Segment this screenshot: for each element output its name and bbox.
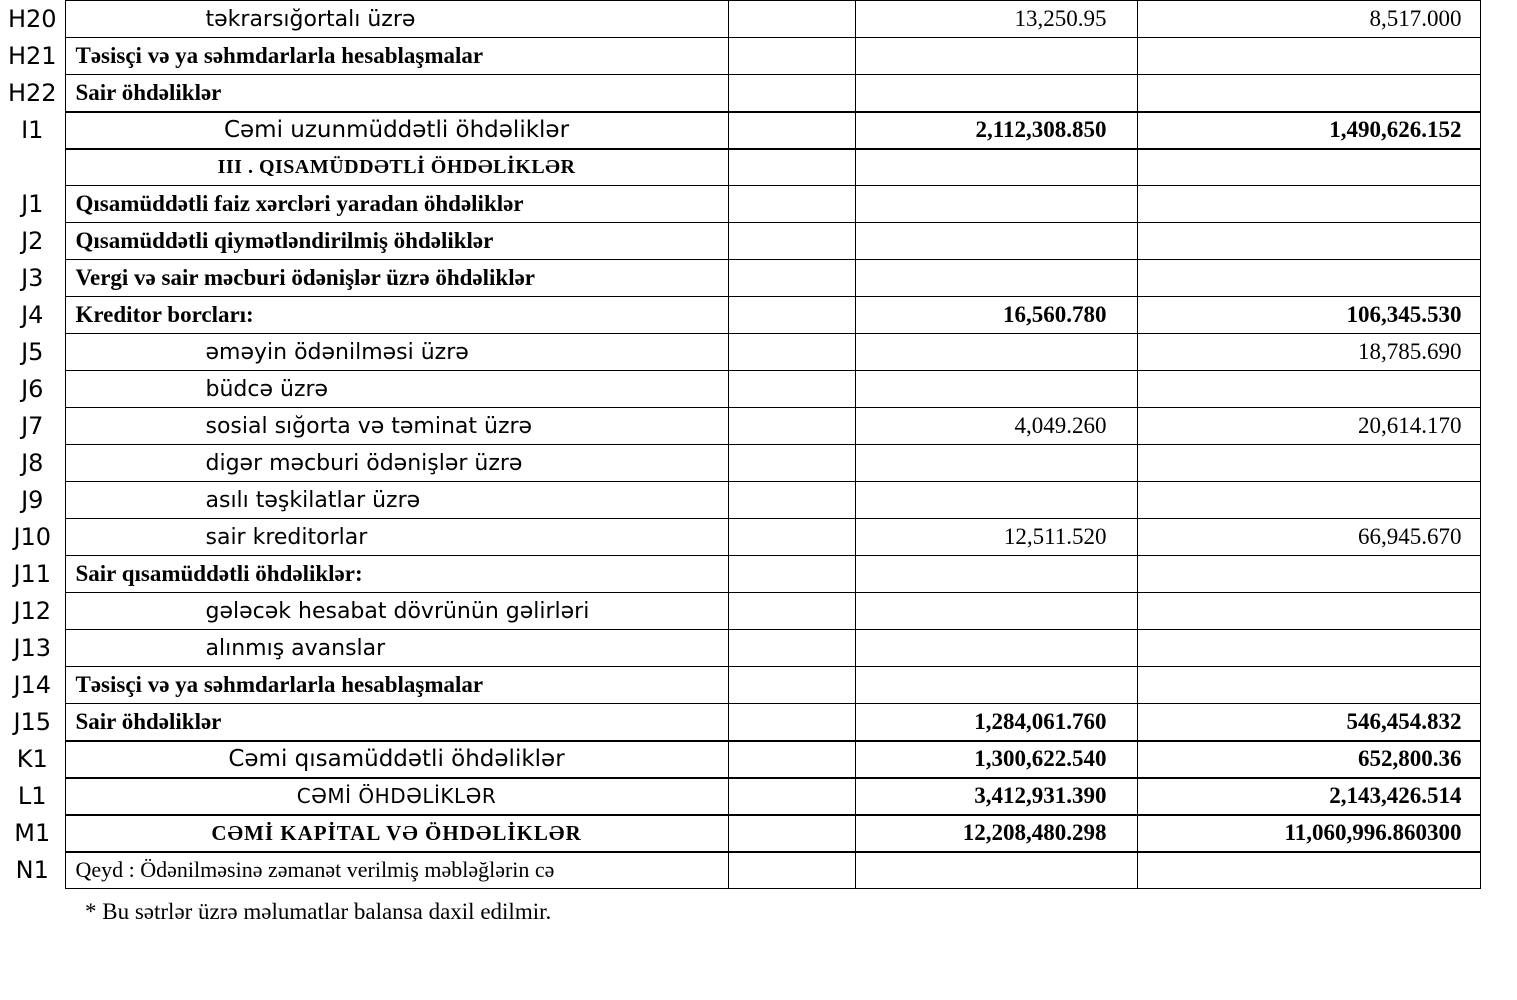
amount-col1	[855, 186, 1137, 223]
table-row-J3	[0, 260, 1480, 297]
amount-col1	[855, 149, 1137, 186]
row-code: J1	[21, 190, 44, 218]
row-label: Sair qısamüddətli öhdəliklər:	[65, 556, 728, 593]
amount-col1: 2,112,308.850	[855, 112, 1137, 149]
table-row-I1	[0, 112, 1480, 149]
blank-cell	[728, 482, 855, 519]
amount-col2: 2,143,426.514	[1137, 778, 1480, 815]
row-code: H20	[7, 5, 57, 33]
table-row-H21	[0, 38, 1480, 75]
row-code	[0, 149, 65, 186]
row-label: alınmış avanslar	[65, 630, 728, 667]
row-code: J9	[21, 486, 44, 514]
blank-cell	[728, 593, 855, 630]
row-code: H22	[7, 79, 57, 107]
amount-col2: 546,454.832	[1137, 704, 1480, 741]
table-row-K1	[0, 741, 1480, 778]
amount-col1	[855, 75, 1137, 112]
amount-col2: 1,490,626.152	[1137, 112, 1480, 149]
row-label: Cəmi qısamüddətli öhdəliklər	[65, 741, 728, 778]
table-row-N1	[0, 852, 1480, 889]
amount-col2	[1137, 260, 1480, 297]
row-code: M1	[14, 819, 51, 847]
table-row-M1	[0, 815, 1480, 852]
table-row-H20	[0, 1, 1480, 38]
row-label: Sair öhdəliklər	[65, 75, 728, 112]
amount-col2	[1137, 630, 1480, 667]
blank-cell	[728, 519, 855, 556]
table-row-section-4	[0, 149, 1480, 186]
blank-cell	[728, 112, 855, 149]
amount-col2	[1137, 38, 1480, 75]
amount-col1: 13,250.95	[855, 1, 1137, 38]
blank-cell	[728, 334, 855, 371]
amount-col1	[855, 334, 1137, 371]
amount-col1: 4,049.260	[855, 408, 1137, 445]
row-label: əməyin ödənilməsi üzrə	[65, 334, 728, 371]
row-label: təkrarsığortalı üzrə	[65, 1, 728, 38]
amount-col1: 3,412,931.390	[855, 778, 1137, 815]
row-label: CƏMİ KAPİTAL VƏ ÖHDƏLİKLƏR	[65, 815, 728, 852]
table-row-J1	[0, 186, 1480, 223]
row-label: Vergi və sair məcburi ödənişlər üzrə öhdəliklər	[65, 260, 728, 297]
amount-col1	[855, 482, 1137, 519]
blank-cell	[728, 556, 855, 593]
amount-col2	[1137, 445, 1480, 482]
row-code: J2	[21, 227, 44, 255]
blank-cell	[728, 260, 855, 297]
amount-col1	[855, 371, 1137, 408]
amount-col2	[1137, 371, 1480, 408]
row-label: Qısamüddətli qiymətləndirilmiş öhdəliklər	[65, 223, 728, 260]
table-row-J7	[0, 408, 1480, 445]
row-code: J6	[21, 375, 44, 403]
row-code: J12	[13, 597, 52, 625]
blank-cell	[728, 1, 855, 38]
row-code: N1	[15, 856, 49, 884]
amount-col2	[1137, 149, 1480, 186]
amount-col2: 18,785.690	[1137, 334, 1480, 371]
row-code: J11	[13, 560, 52, 588]
amount-col2	[1137, 223, 1480, 260]
blank-cell	[728, 704, 855, 741]
blank-cell	[728, 371, 855, 408]
blank-cell	[728, 741, 855, 778]
table-row-J6	[0, 371, 1480, 408]
row-label: CƏMİ ÖHDƏLİKLƏR	[65, 778, 728, 815]
amount-col1: 1,284,061.760	[855, 704, 1137, 741]
table-row-J9	[0, 482, 1480, 519]
blank-cell	[728, 75, 855, 112]
row-label: sosial sığorta və təminat üzrə	[65, 408, 728, 445]
amount-col2: 106,345.530	[1137, 297, 1480, 334]
blank-cell	[728, 223, 855, 260]
amount-col1	[855, 630, 1137, 667]
footnote: * Bu sətrlər üzrə məlumatlar balansa daxil edilmir.	[85, 899, 552, 924]
blank-cell	[728, 445, 855, 482]
amount-col2	[1137, 556, 1480, 593]
amount-col1	[855, 223, 1137, 260]
amount-col1	[855, 445, 1137, 482]
amount-col2: 8,517.000	[1137, 1, 1480, 38]
amount-col1	[855, 260, 1137, 297]
table-row-J2	[0, 223, 1480, 260]
row-code: J13	[13, 634, 52, 662]
row-label: Qeyd : Ödənilməsinə zəmanət verilmiş məbləğlərin cə	[65, 852, 728, 889]
row-code: L1	[17, 782, 47, 810]
amount-col1	[855, 667, 1137, 704]
row-code: H21	[7, 42, 57, 70]
row-label: Sair öhdəliklər	[65, 704, 728, 741]
blank-cell	[728, 667, 855, 704]
row-code: J7	[21, 412, 44, 440]
row-code: J4	[21, 301, 44, 329]
amount-col2	[1137, 593, 1480, 630]
table-row-L1	[0, 778, 1480, 815]
row-label: Qısamüddətli faiz xərcləri yaradan öhdəliklər	[65, 186, 728, 223]
table-row-J11	[0, 556, 1480, 593]
amount-col2: 652,800.36	[1137, 741, 1480, 778]
row-label: digər məcburi ödənişlər üzrə	[65, 445, 728, 482]
blank-cell	[728, 149, 855, 186]
amount-col2	[1137, 482, 1480, 519]
blank-cell	[728, 778, 855, 815]
amount-col2	[1137, 75, 1480, 112]
row-label: Təsisçi və ya səhmdarlarla hesablaşmalar	[65, 667, 728, 704]
table-row-J8	[0, 445, 1480, 482]
blank-cell	[728, 38, 855, 75]
amount-col1	[855, 593, 1137, 630]
amount-col1	[855, 852, 1137, 889]
row-code: J8	[21, 449, 44, 477]
balance-sheet-body	[0, 1, 1480, 889]
amount-col1	[855, 556, 1137, 593]
row-label: asılı təşkilatlar üzrə	[65, 482, 728, 519]
blank-cell	[728, 186, 855, 223]
row-code: J10	[13, 523, 52, 551]
row-label: sair kreditorlar	[65, 519, 728, 556]
amount-col2	[1137, 667, 1480, 704]
table-row-J14	[0, 667, 1480, 704]
table-row-J4	[0, 297, 1480, 334]
row-label: III . QISAMÜDDƏTLİ ÖHDƏLİKLƏR	[65, 149, 728, 186]
blank-cell	[728, 408, 855, 445]
table-row-J13	[0, 630, 1480, 667]
blank-cell	[728, 297, 855, 334]
table-row-J5	[0, 334, 1480, 371]
blank-cell	[728, 630, 855, 667]
amount-col2	[1137, 186, 1480, 223]
row-label: Cəmi uzunmüddətli öhdəliklər	[65, 112, 728, 149]
row-code: K1	[16, 745, 48, 773]
table-row-J12	[0, 593, 1480, 630]
amount-col2: 20,614.170	[1137, 408, 1480, 445]
amount-col1: 12,208,480.298	[855, 815, 1137, 852]
row-code: J14	[13, 671, 52, 699]
table-row-J10	[0, 519, 1480, 556]
row-label: gələcək hesabat dövrünün gəlirləri	[65, 593, 728, 630]
table-row-H22	[0, 75, 1480, 112]
amount-col1: 12,511.520	[855, 519, 1137, 556]
row-code: I1	[21, 116, 44, 144]
blank-cell	[728, 852, 855, 889]
amount-col2: 66,945.670	[1137, 519, 1480, 556]
table-row-J15	[0, 704, 1480, 741]
amount-col2	[1137, 852, 1480, 889]
amount-col2: 11,060,996.860300	[1137, 815, 1480, 852]
amount-col1: 1,300,622.540	[855, 741, 1137, 778]
row-code: J5	[21, 338, 44, 366]
row-label: büdcə üzrə	[65, 371, 728, 408]
amount-col1	[855, 38, 1137, 75]
row-code: J15	[13, 708, 52, 736]
row-label: Təsisçi və ya səhmdarlarla hesablaşmalar	[65, 38, 728, 75]
row-code: J3	[21, 264, 44, 292]
blank-cell	[728, 815, 855, 852]
amount-col1: 16,560.780	[855, 297, 1137, 334]
row-label: Kreditor borcları:	[65, 297, 728, 334]
